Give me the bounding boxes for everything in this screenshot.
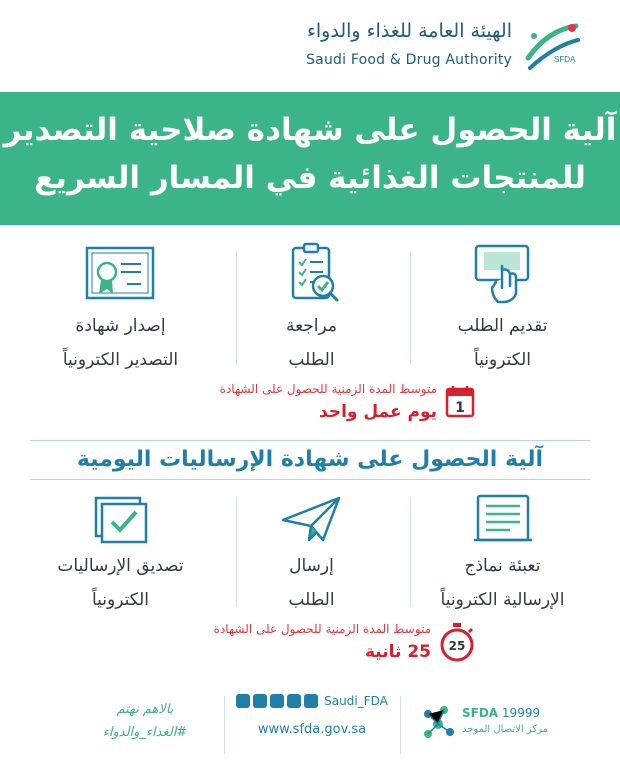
shipment-step-certify-line1: تصديق الإرساليات [57, 556, 184, 576]
calendar-day-number: 1 [455, 400, 465, 416]
call-center-brand: SFDA [462, 706, 499, 720]
step-divider [410, 497, 411, 607]
shipment-timing-label: متوسط المدة الزمنية للحصول على الشهادة [213, 622, 431, 636]
title-banner [0, 92, 620, 225]
shipment-timing [130, 622, 475, 662]
certificate-icon [81, 240, 161, 306]
export-step-review-line2: الطلب [288, 350, 335, 370]
shipment-step-fill [415, 490, 590, 610]
call-center-block [420, 698, 590, 748]
network-dots-icon [420, 704, 456, 740]
stopwatch-icon [439, 622, 475, 662]
social-block [232, 694, 392, 737]
shipment-step-certify-line2: الكترونياً [91, 590, 150, 610]
slogan-text: بالاهم نهتم [116, 702, 174, 717]
shipment-step-fill-line2: الإرسالية الكترونياً [440, 590, 565, 610]
org-name-en: Saudi Food & Drug Authority [306, 52, 512, 68]
touch-screen-icon [468, 240, 538, 306]
call-center-label: مركز الاتصال الموحد [462, 724, 548, 735]
export-step-submit-line1: تقديم الطلب [457, 316, 548, 336]
snapchat-icon[interactable] [253, 694, 267, 708]
hashtag-block [80, 702, 210, 740]
shipments-subheading [30, 440, 590, 480]
header [0, 0, 620, 92]
shipment-step-certify [33, 490, 208, 610]
approved-document-icon [86, 490, 156, 546]
shipment-timing-value: 25 ثانية [365, 642, 431, 662]
hashtag-text[interactable]: #الغذاء_والدواء [102, 725, 188, 740]
step-divider [236, 497, 237, 607]
footer [0, 688, 620, 767]
export-step-issue-line2: التصدير الكترونياً [62, 350, 179, 370]
logo-badge-text: SFDA [554, 55, 576, 64]
banner-title-line2: للمنتجات الغذائية في المسار السريع [34, 160, 586, 196]
export-step-issue-line1: إصدار شهادة [75, 316, 166, 336]
shipments-subheading-text: آلية الحصول على شهادة الإرساليات اليومية [76, 447, 544, 472]
export-step-submit-line2: الكترونياً [473, 350, 532, 370]
twitter-icon[interactable] [236, 694, 250, 708]
paper-plane-icon [277, 490, 347, 546]
export-timing [130, 382, 475, 422]
footer-divider [224, 696, 225, 754]
website-link[interactable]: www.sfda.gov.sa [257, 722, 367, 737]
export-step-submit [415, 240, 590, 370]
export-step-review [224, 240, 399, 370]
step-divider [236, 252, 237, 364]
call-center-number[interactable] [462, 706, 540, 720]
social-icons-row [232, 694, 392, 708]
checklist-review-icon [277, 240, 347, 306]
facebook-icon[interactable] [304, 694, 318, 708]
shipment-step-fill-line1: تعبئة نماذج [464, 556, 541, 576]
youtube-icon[interactable] [287, 694, 301, 708]
export-timing-label: متوسط المدة الزمنية للحصول على الشهادة [219, 382, 437, 396]
stopwatch-number: 25 [448, 639, 466, 653]
shipment-step-send-line1: إرسال [289, 556, 334, 576]
form-filling-icon [468, 490, 538, 546]
org-name-ar: الهيئة العامة للغذاء والدواء [306, 20, 512, 42]
social-handle[interactable]: Saudi_FDA [324, 694, 388, 708]
banner-title-line1: آلية الحصول على شهادة صلاحية التصدير [3, 112, 617, 148]
export-timing-value: يوم عمل واحد [319, 402, 437, 422]
instagram-icon[interactable] [270, 694, 284, 708]
footer-divider [400, 696, 401, 754]
export-step-review-line1: مراجعة [285, 316, 338, 336]
call-center-digits: 19999 [501, 706, 541, 720]
sfda-emblem-icon [520, 18, 584, 76]
shipment-step-send-line2: الطلب [288, 590, 335, 610]
shipment-step-send [224, 490, 399, 610]
export-step-issue [33, 240, 208, 370]
step-divider [410, 252, 411, 364]
calendar-icon [445, 384, 475, 418]
sfda-logo[interactable] [262, 14, 592, 78]
